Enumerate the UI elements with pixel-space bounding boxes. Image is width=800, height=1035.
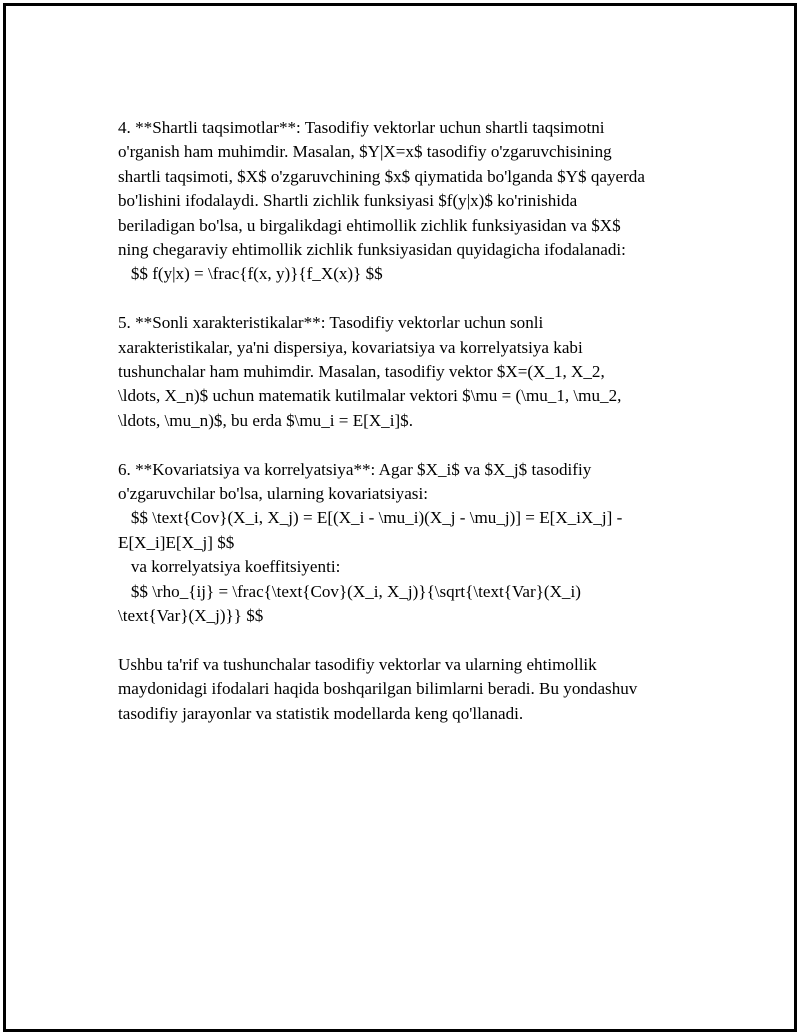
formula-line: \text{Var}(X_j)}} $$ <box>118 606 264 626</box>
formula-line: $$ \text{Cov}(X_i, X_j) = E[(X_i - \mu_i)(X_j - \mu_j)] = E[X_iX_j] - <box>118 508 623 528</box>
document-body <box>118 116 693 751</box>
text-line: \ldots, \mu_n)$, bu erda $\mu_i = E[X_i]$. <box>118 410 413 430</box>
text-line: maydonidagi ifodalari haqida boshqarilgan bilimlarni beradi. Bu yondashuv <box>118 679 638 699</box>
text-line: o'rganish ham muhimdir. Masalan, $Y|X=x$ tasodifiy o'zgaruvchisining <box>118 142 612 162</box>
text-line: beriladigan bo'lsa, u birgalikdagi ehtimollik zichlik funksiyasidan va $X$ <box>118 215 621 235</box>
paragraph-sonli-xarakteristikalar <box>118 311 693 433</box>
paragraph-shartli-taqsimotlar <box>118 116 693 287</box>
text-line: shartli taqsimoti, $X$ o'zgaruvchining $x$ qiymatida bo'lganda $Y$ qayerda <box>118 166 645 186</box>
text-line: bo'lishini ifodalaydi. Shartli zichlik funksiyasi $f(y|x)$ ko'rinishida <box>118 191 578 211</box>
formula-line: $$ f(y|x) = \frac{f(x, y)}{f_X(x)} $$ <box>118 264 383 284</box>
text-line: 5. **Sonli xarakteristikalar**: Tasodifiy vektorlar uchun sonli <box>118 313 544 333</box>
text-line: 4. **Shartli taqsimotlar**: Tasodifiy vektorlar uchun shartli taqsimotni <box>118 118 605 137</box>
text-line: ning chegaraviy ehtimollik zichlik funksiyasidan quyidagicha ifodalanadi: <box>118 240 626 260</box>
text-line: va korrelyatsiya koeffitsiyenti: <box>118 557 341 577</box>
formula-line: $$ \rho_{ij} = \frac{\text{Cov}(X_i, X_j)}{\sqrt{\text{Var}(X_i) <box>118 581 581 601</box>
text-line: o'zgaruvchilar bo'lsa, ularning kovariatsiyasi: <box>118 484 428 504</box>
text-line: \ldots, X_n)$ uchun matematik kutilmalar vektori $\mu = (\mu_1, \mu_2, <box>118 386 622 406</box>
text-line: Ushbu ta'rif va tushunchalar tasodifiy vektorlar va ularning ehtimollik <box>118 654 597 674</box>
paragraph-xulosa <box>118 653 693 726</box>
text-line: tushunchalar ham muhimdir. Masalan, tasodifiy vektor $X=(X_1, X_2, <box>118 362 605 382</box>
formula-line: E[X_i]E[X_j] $$ <box>118 532 235 552</box>
text-line: xarakteristikalar, ya'ni dispersiya, kovariatsiya va korrelyatsiya kabi <box>118 337 583 357</box>
text-line: tasodifiy jarayonlar va statistik modellarda keng qo'llanadi. <box>118 703 524 723</box>
text-line: 6. **Kovariatsiya va korrelyatsiya**: Agar $X_i$ va $X_j$ tasodifiy <box>118 459 592 479</box>
paragraph-kovariatsiya-korrelyatsiya <box>118 458 693 629</box>
